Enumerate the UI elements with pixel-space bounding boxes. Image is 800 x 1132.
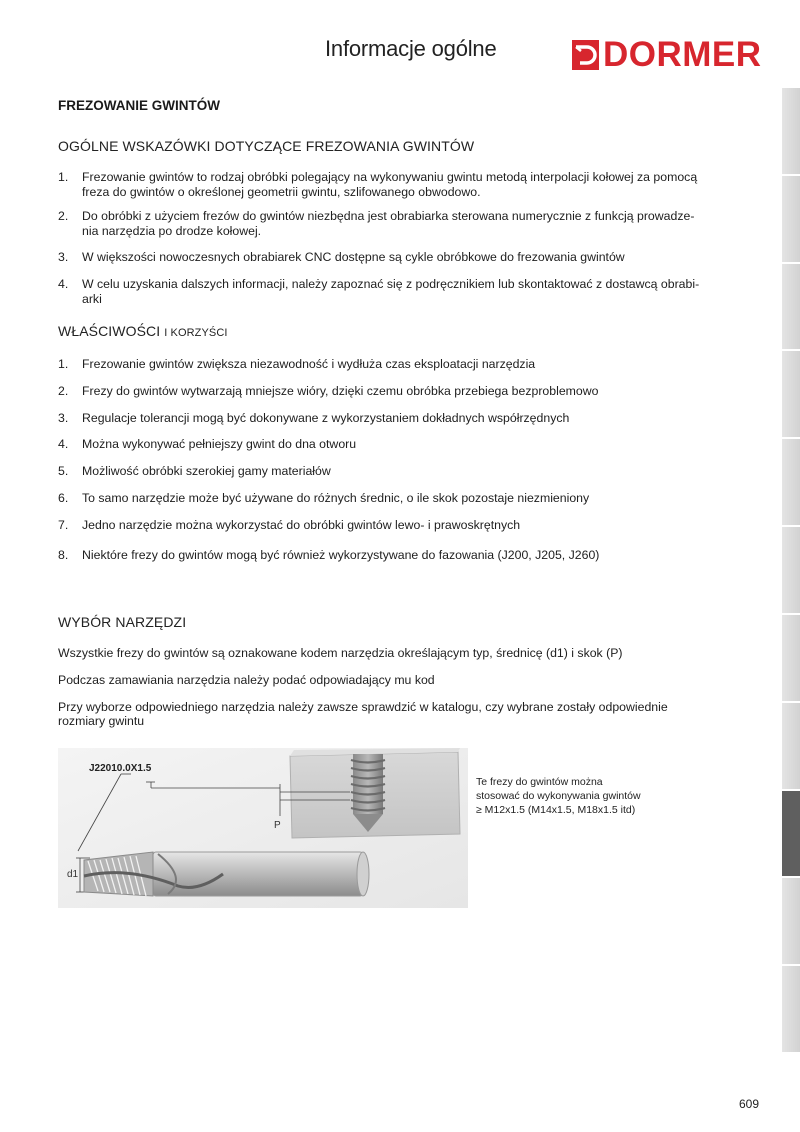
item-text: Możliwość obróbki szerokiej gamy materiałów [82,464,331,478]
page-title: Informacje ogólne [325,36,497,61]
benefit-item [58,437,758,452]
benefit-item [58,384,758,399]
chapter-tab[interactable] [782,878,800,966]
item-number: 7. [58,518,69,532]
item-number: 4. [58,277,69,291]
workpiece-block [280,748,460,838]
benefit-item [58,411,758,426]
item-number: 2. [58,209,69,223]
chapter-tab[interactable] [782,439,800,527]
item-text: Jedno narzędzie można wykorzystać do obróbki gwintów lewo- i prawoskrętnych [82,518,521,532]
benefit-item [58,548,758,563]
guidelines-heading: OGÓLNE WSKAZÓWKI DOTYCZĄCE FREZOWANIA GWINTÓW [58,138,475,154]
item-text: Można wykonywać pełniejszy gwint do dna otworu [82,437,357,451]
item-text: Frezowanie gwintów zwiększa niezawodność i wydłuża czas eksploatacji narzędzia [82,357,536,371]
item-number: 1. [58,357,69,371]
benefit-item [58,357,758,372]
section-title: FREZOWANIE GWINTÓW [58,98,220,113]
item-text-line: Frezowanie gwintów to rodzaj obróbki polegający na wykonywaniu gwintu metodą interpolacji kołowej za pomocą [82,170,698,184]
item-number: 3. [58,250,69,264]
item-number: 4. [58,437,69,451]
tool-selection-paragraph: Wszystkie frezy do gwintów są oznakowane kodem narzędzia określającym typ, średnicę (d1) i skok (P) [58,646,623,660]
chapter-tab[interactable] [782,615,800,703]
guideline-item [58,209,758,239]
tool-selection-heading: WYBÓR NARZĘDZI [58,614,187,630]
chapter-tab[interactable] [782,264,800,352]
item-number: 6. [58,491,69,505]
item-text-line: W większości nowoczesnych obrabiarek CNC dostępne są cykle obróbkowe do frezowania gwintów [82,250,625,264]
benefits-heading-main: WŁAŚCIWOŚCI [58,323,161,339]
item-number: 3. [58,411,69,425]
item-text: Frezy do gwintów wytwarzają mniejsze wióry, dzięki czemu obróbka przebiega bezproblemowo [82,384,599,398]
diameter-label: d1 [67,869,79,880]
item-text-line: W celu uzyskania dalszych informacji, należy zapoznać się z podręcznikiem lub skontaktować z dostawcą obrabi- [82,277,700,291]
chapter-tab[interactable] [782,88,800,176]
paragraph-line: Przy wyborze odpowiedniego narzędzia należy zawsze sprawdzić w katalogu, czy wybrane zostały odpowiednie [58,700,668,714]
item-text: Regulacje tolerancji mogą być dokonywane z wykorzystaniem dokładnych współrzędnych [82,411,570,425]
item-text: To samo narzędzie może być używane do różnych średnic, o ile skok pozostaje niezmieniony [82,491,590,505]
chapter-tab[interactable] [782,703,800,791]
thread-mill-tool [84,852,369,896]
benefits-heading [58,323,228,339]
note-line: Te frezy do gwintów można [476,776,603,788]
item-number: 2. [58,384,69,398]
usage-note [476,775,676,817]
note-line: stosować do wykonywania gwintów [476,790,641,802]
chapter-tabs [782,88,800,1054]
benefit-item [58,518,758,533]
pitch-label: P [274,820,281,831]
benefit-item [58,491,758,506]
paragraph-line: rozmiary gwintu [58,714,145,728]
item-text-line: Do obróbki z użyciem frezów do gwintów niezbędna jest obrabiarka sterowana numerycznie z funkcją prowadze- [82,209,695,223]
guideline-item [58,170,758,200]
item-text-line: freza do gwintów o określonej geometrii gwintu, szlifowanego obwodowo. [82,185,481,199]
guideline-item [58,277,758,307]
tool-selection-paragraph [58,700,758,728]
guideline-item [58,250,758,265]
tool-selection-paragraph: Podczas zamawiania narzędzia należy podać odpowiadający mu kod [58,673,435,687]
chapter-tab[interactable] [782,966,800,1054]
chapter-tab[interactable] [782,176,800,264]
benefit-item [58,464,758,479]
item-text-line: arki [82,292,102,306]
page-number: 609 [739,1097,760,1111]
chapter-tab[interactable] [782,527,800,615]
logo-wordmark: DORMER [603,35,762,74]
dormer-logo [571,37,765,73]
item-text: Niektóre frezy do gwintów mogą być również wykorzystywane do fazowania (J200, J205, J260) [82,548,600,562]
item-number: 1. [58,170,69,184]
item-number: 8. [58,548,69,562]
dormer-logo-mark [571,37,601,73]
item-text-line: nia narzędzia po drodze kołowej. [82,224,262,238]
chapter-tab[interactable] [782,351,800,439]
tool-code-label: J22010.0X1.5 [89,763,152,774]
item-number: 5. [58,464,69,478]
chapter-tab-active[interactable] [782,791,800,879]
benefits-heading-rest: I KORZYŚCI [164,327,228,339]
note-line: ≥ M12x1.5 (M14x1.5, M18x1.5 itd) [476,804,636,816]
